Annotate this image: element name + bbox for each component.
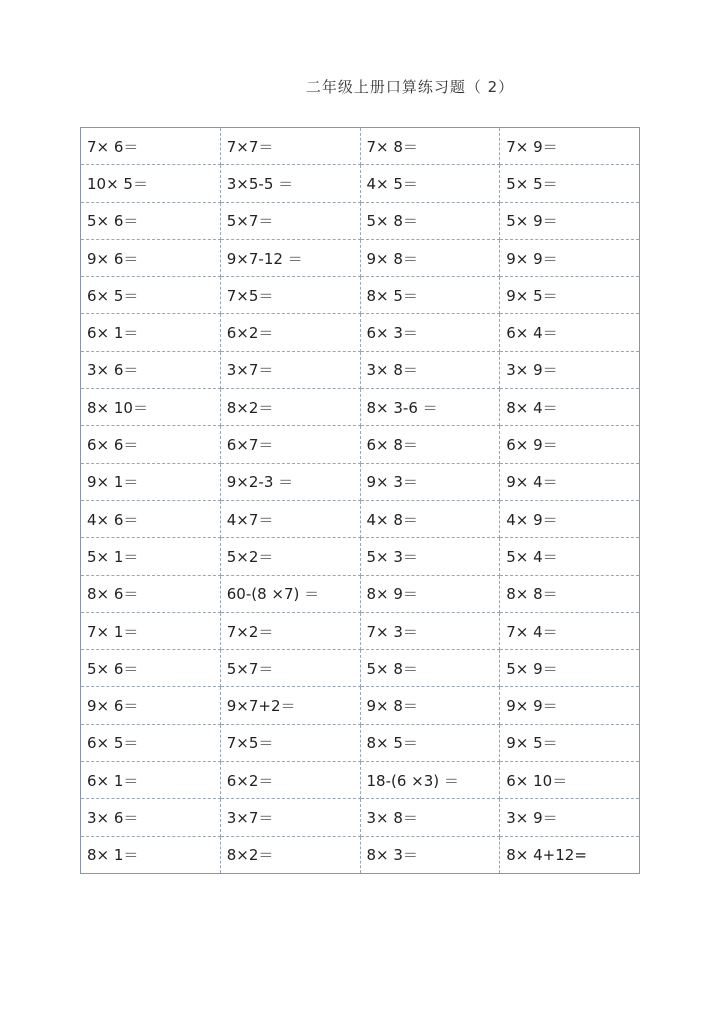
exercise-cell: 6×2＝	[220, 314, 360, 351]
exercise-cell: 7×2＝	[220, 612, 360, 649]
table-row	[81, 538, 640, 575]
exercise-cell: 7× 6＝	[81, 128, 221, 165]
exercise-cell: 7× 3＝	[360, 612, 500, 649]
table-row	[81, 463, 640, 500]
exercise-cell: 5× 6＝	[81, 650, 221, 687]
exercise-cell: 6× 4＝	[500, 314, 640, 351]
exercise-cell: 9×7-12 ＝	[220, 239, 360, 276]
exercise-cell: 3× 8＝	[360, 799, 500, 836]
exercise-cell: 4× 9＝	[500, 500, 640, 537]
exercise-cell: 5×7＝	[220, 202, 360, 239]
exercise-cell: 5× 3＝	[360, 538, 500, 575]
table-row	[81, 836, 640, 873]
exercise-cell: 7×5＝	[220, 277, 360, 314]
exercise-cell: 7× 1＝	[81, 612, 221, 649]
exercise-cell: 6× 10＝	[500, 762, 640, 799]
exercise-cell: 9× 9＝	[500, 239, 640, 276]
exercise-cell: 9× 6＝	[81, 687, 221, 724]
exercise-cell: 3× 8＝	[360, 351, 500, 388]
table-row	[81, 687, 640, 724]
exercise-cell: 3×5-5 ＝	[220, 165, 360, 202]
table-row	[81, 389, 640, 426]
exercise-cell: 6× 5＝	[81, 277, 221, 314]
table-row	[81, 724, 640, 761]
exercise-cell: 60-(8 ×7) ＝	[220, 575, 360, 612]
table-row	[81, 762, 640, 799]
exercise-cell: 8× 1＝	[81, 836, 221, 873]
exercise-cell: 9× 9＝	[500, 687, 640, 724]
table-row	[81, 799, 640, 836]
exercise-cell: 6× 1＝	[81, 314, 221, 351]
exercise-cell: 9× 5＝	[500, 277, 640, 314]
exercise-cell: 6× 3＝	[360, 314, 500, 351]
exercise-cell: 6×2＝	[220, 762, 360, 799]
exercise-cell: 5× 4＝	[500, 538, 640, 575]
exercise-cell: 6× 5＝	[81, 724, 221, 761]
exercise-cell: 9×7+2＝	[220, 687, 360, 724]
exercise-cell: 8× 8＝	[500, 575, 640, 612]
exercise-cell: 8×2＝	[220, 836, 360, 873]
exercise-cell: 5× 1＝	[81, 538, 221, 575]
table-row	[81, 351, 640, 388]
exercise-cell: 3×7＝	[220, 351, 360, 388]
exercise-cell: 3×7＝	[220, 799, 360, 836]
table-row	[81, 165, 640, 202]
exercise-cell: 8× 3-6 ＝	[360, 389, 500, 426]
exercise-cell: 4× 5＝	[360, 165, 500, 202]
table-row	[81, 612, 640, 649]
exercise-cell: 3× 6＝	[81, 351, 221, 388]
exercise-cell: 5×7＝	[220, 650, 360, 687]
exercise-cell: 18-(6 ×3) ＝	[360, 762, 500, 799]
exercise-cell: 8× 9＝	[360, 575, 500, 612]
exercise-cell: 5×2＝	[220, 538, 360, 575]
exercise-cell: 6× 9＝	[500, 426, 640, 463]
exercise-table	[80, 127, 640, 874]
exercise-cell: 4× 6＝	[81, 500, 221, 537]
exercise-cell: 8× 5＝	[360, 277, 500, 314]
exercise-cell: 5× 5＝	[500, 165, 640, 202]
table-row	[81, 277, 640, 314]
table-row	[81, 650, 640, 687]
exercise-cell: 3× 9＝	[500, 799, 640, 836]
exercise-cell: 7× 8＝	[360, 128, 500, 165]
table-row	[81, 426, 640, 463]
exercise-cell: 7×7＝	[220, 128, 360, 165]
exercise-cell: 9× 1＝	[81, 463, 221, 500]
table-row	[81, 314, 640, 351]
exercise-cell: 5× 8＝	[360, 202, 500, 239]
exercise-cell: 5× 9＝	[500, 650, 640, 687]
exercise-cell: 3× 9＝	[500, 351, 640, 388]
page-title: 二年级上册口算练习题（ 2）	[305, 78, 515, 96]
table-row	[81, 128, 640, 165]
exercise-cell: 9× 5＝	[500, 724, 640, 761]
exercise-cell: 9× 4＝	[500, 463, 640, 500]
exercise-cell: 8× 6＝	[81, 575, 221, 612]
exercise-cell: 8× 4+12=	[500, 836, 640, 873]
exercise-cell: 8×2＝	[220, 389, 360, 426]
exercise-cell: 4× 8＝	[360, 500, 500, 537]
exercise-cell: 9× 3＝	[360, 463, 500, 500]
exercise-cell: 5× 6＝	[81, 202, 221, 239]
exercise-cell: 10× 5＝	[81, 165, 221, 202]
exercise-cell: 5× 9＝	[500, 202, 640, 239]
table-row	[81, 575, 640, 612]
exercise-cell: 9× 8＝	[360, 239, 500, 276]
exercise-cell: 5× 8＝	[360, 650, 500, 687]
exercise-cell: 6× 1＝	[81, 762, 221, 799]
exercise-cell: 6× 8＝	[360, 426, 500, 463]
exercise-cell: 9× 8＝	[360, 687, 500, 724]
exercise-cell: 8× 10＝	[81, 389, 221, 426]
exercise-cell: 9×2-3 ＝	[220, 463, 360, 500]
exercise-cell: 8× 3＝	[360, 836, 500, 873]
table-row	[81, 500, 640, 537]
exercise-cell: 8× 4＝	[500, 389, 640, 426]
table-row	[81, 202, 640, 239]
exercise-cell: 7×5＝	[220, 724, 360, 761]
exercise-cell: 9× 6＝	[81, 239, 221, 276]
exercise-cell: 8× 5＝	[360, 724, 500, 761]
exercise-cell: 4×7＝	[220, 500, 360, 537]
exercise-cell: 7× 4＝	[500, 612, 640, 649]
exercise-table-body	[81, 128, 640, 874]
exercise-cell: 6× 6＝	[81, 426, 221, 463]
exercise-cell: 3× 6＝	[81, 799, 221, 836]
exercise-cell: 7× 9＝	[500, 128, 640, 165]
exercise-cell: 6×7＝	[220, 426, 360, 463]
table-row	[81, 239, 640, 276]
